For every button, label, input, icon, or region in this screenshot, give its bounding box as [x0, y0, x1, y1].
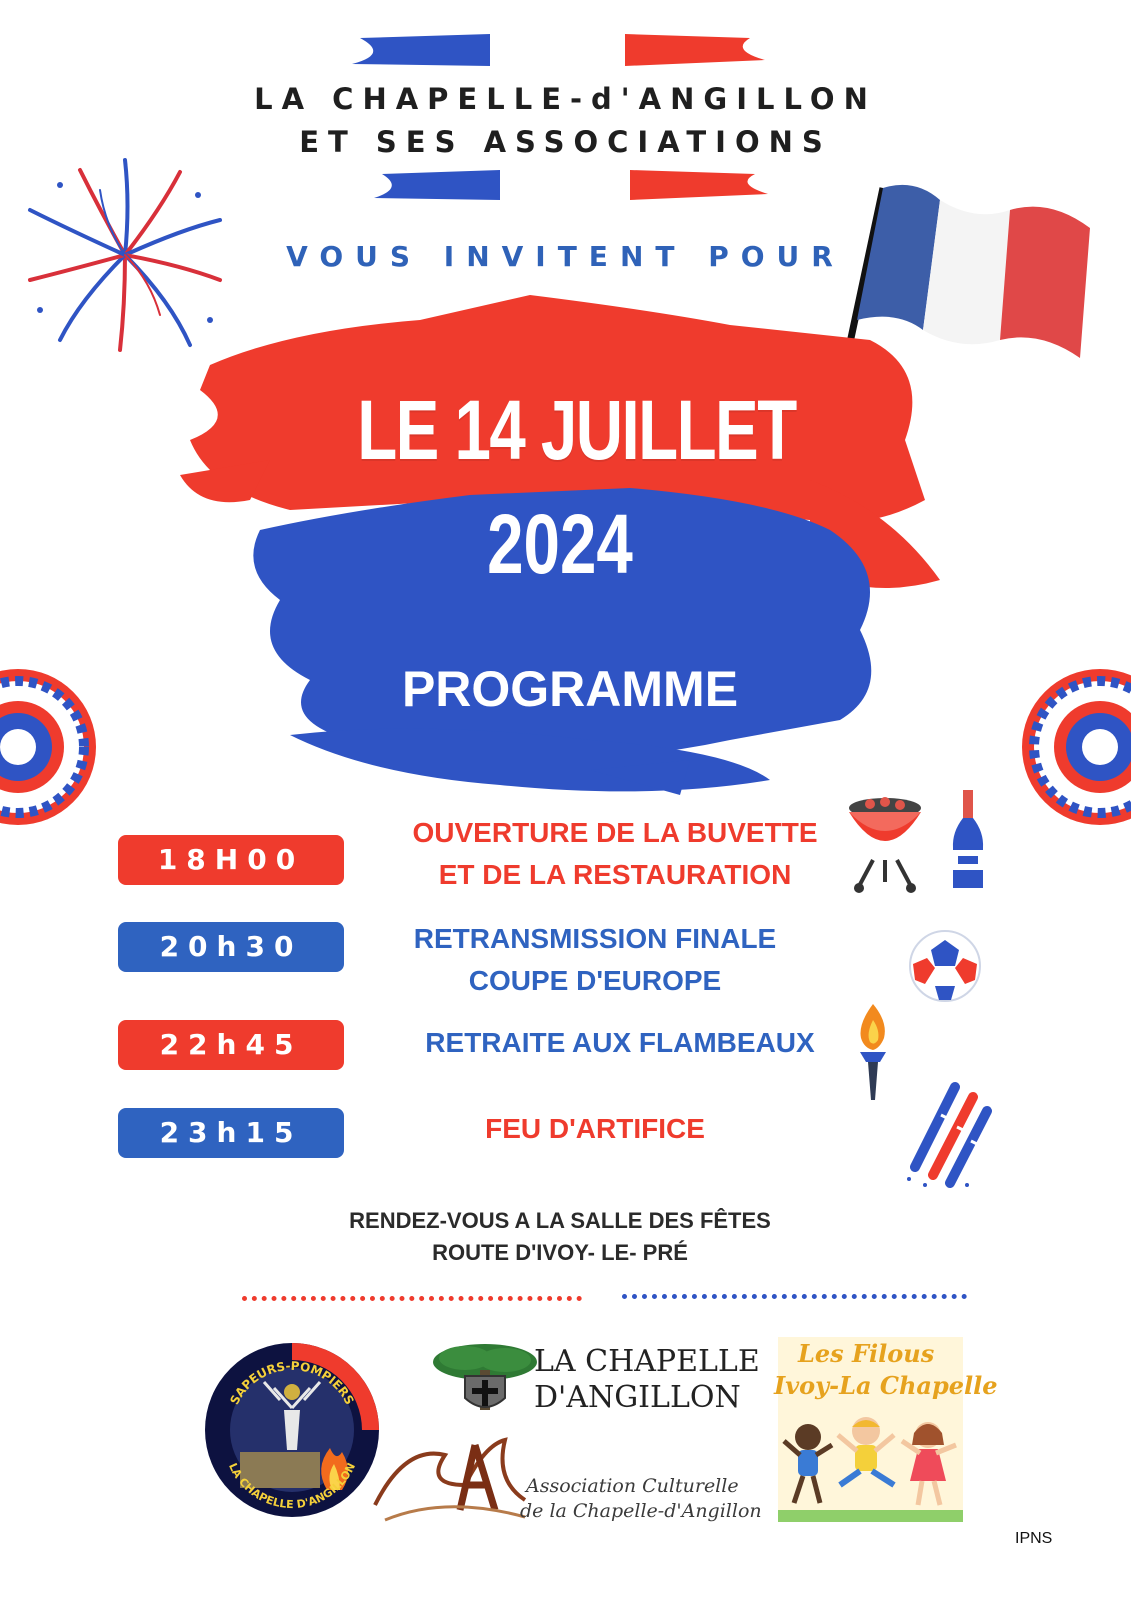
- title-programme: PROGRAMME: [401, 661, 739, 717]
- event-flambeaux-line1: RETRAITE AUX FLAMBEAUX: [425, 1027, 815, 1058]
- time-badge-23h15: 23h15: [118, 1108, 344, 1158]
- time-badge-18h00: 18H00: [118, 835, 344, 885]
- flag-brush-top: [350, 30, 770, 70]
- rosette-left-icon: [18, 665, 98, 830]
- association-line2: de la Chapelle-d'Angillon: [520, 1500, 762, 1522]
- dotted-divider-blue: [622, 1294, 967, 1299]
- pompiers-top-text: SAPEURS-POMPIERS: [227, 1358, 357, 1407]
- les-filous-logo: [774, 1337, 998, 1522]
- event-flambeaux: [395, 1022, 845, 1064]
- event-buvette-line2: ET DE LA RESTAURATION: [438, 859, 792, 890]
- association-culturelle-logo: [365, 1425, 545, 1525]
- sapeurs-pompiers-text: [202, 1340, 382, 1520]
- flag-brush-middle: [370, 166, 770, 204]
- event-feu-artifice: [395, 1108, 795, 1150]
- torch-icon: [850, 1000, 896, 1105]
- event-finale-line1: RETRANSMISSION FINALE: [413, 923, 777, 954]
- champagne-bottle-icon: [950, 788, 986, 892]
- svg-text:SAPEURS-POMPIERS: [227, 1359, 356, 1407]
- event-finale: [375, 918, 815, 1002]
- filous-line2: Ivoy-La Chapelle: [774, 1371, 998, 1400]
- commune-tree-icon: [430, 1340, 540, 1420]
- association-line1: Association Culturelle: [526, 1475, 739, 1497]
- rosette-right-icon: [1020, 665, 1100, 830]
- invite-text: VOUS INVITENT POUR: [286, 240, 845, 273]
- title-year: 2024: [487, 497, 633, 591]
- time-badge-22h45: 22h45: [118, 1020, 344, 1070]
- time-badge-20h30: 20h30: [118, 922, 344, 972]
- ipns-label: IPNS: [1015, 1530, 1053, 1547]
- children-jumping-icon: [778, 1405, 963, 1522]
- venue-line2: ROUTE D'IVOY- LE- PRÉ: [432, 1240, 688, 1265]
- firework-rockets-icon: [895, 1075, 995, 1190]
- event-buvette-line1: OUVERTURE DE LA BUVETTE: [412, 817, 818, 848]
- header-commune: LA CHAPELLE-d'ANGILLON: [254, 82, 877, 116]
- filous-line1: Les Filous: [798, 1339, 935, 1368]
- event-buvette: [385, 812, 845, 896]
- commune-name-line2: D'ANGILLON: [534, 1380, 741, 1415]
- dotted-divider-red: [242, 1296, 582, 1301]
- event-feu-artifice-line1: FEU D'ARTIFICE: [485, 1113, 705, 1144]
- svg-text:LA CHAPELLE D'ANGILLON: [226, 1461, 358, 1511]
- football-icon: [905, 928, 985, 1004]
- venue-line1: RENDEZ-VOUS A LA SALLE DES FÊTES: [349, 1208, 771, 1233]
- header-associations: ET SES ASSOCIATIONS: [299, 125, 832, 159]
- barbecue-icon: [845, 790, 925, 895]
- pompiers-bottom-text: LA CHAPELLE D'ANGILLON: [226, 1460, 359, 1512]
- title-date: LE 14 JUILLET: [357, 383, 796, 477]
- event-finale-line2: COUPE D'EUROPE: [468, 965, 722, 996]
- commune-name-line1: LA CHAPELLE: [534, 1344, 760, 1379]
